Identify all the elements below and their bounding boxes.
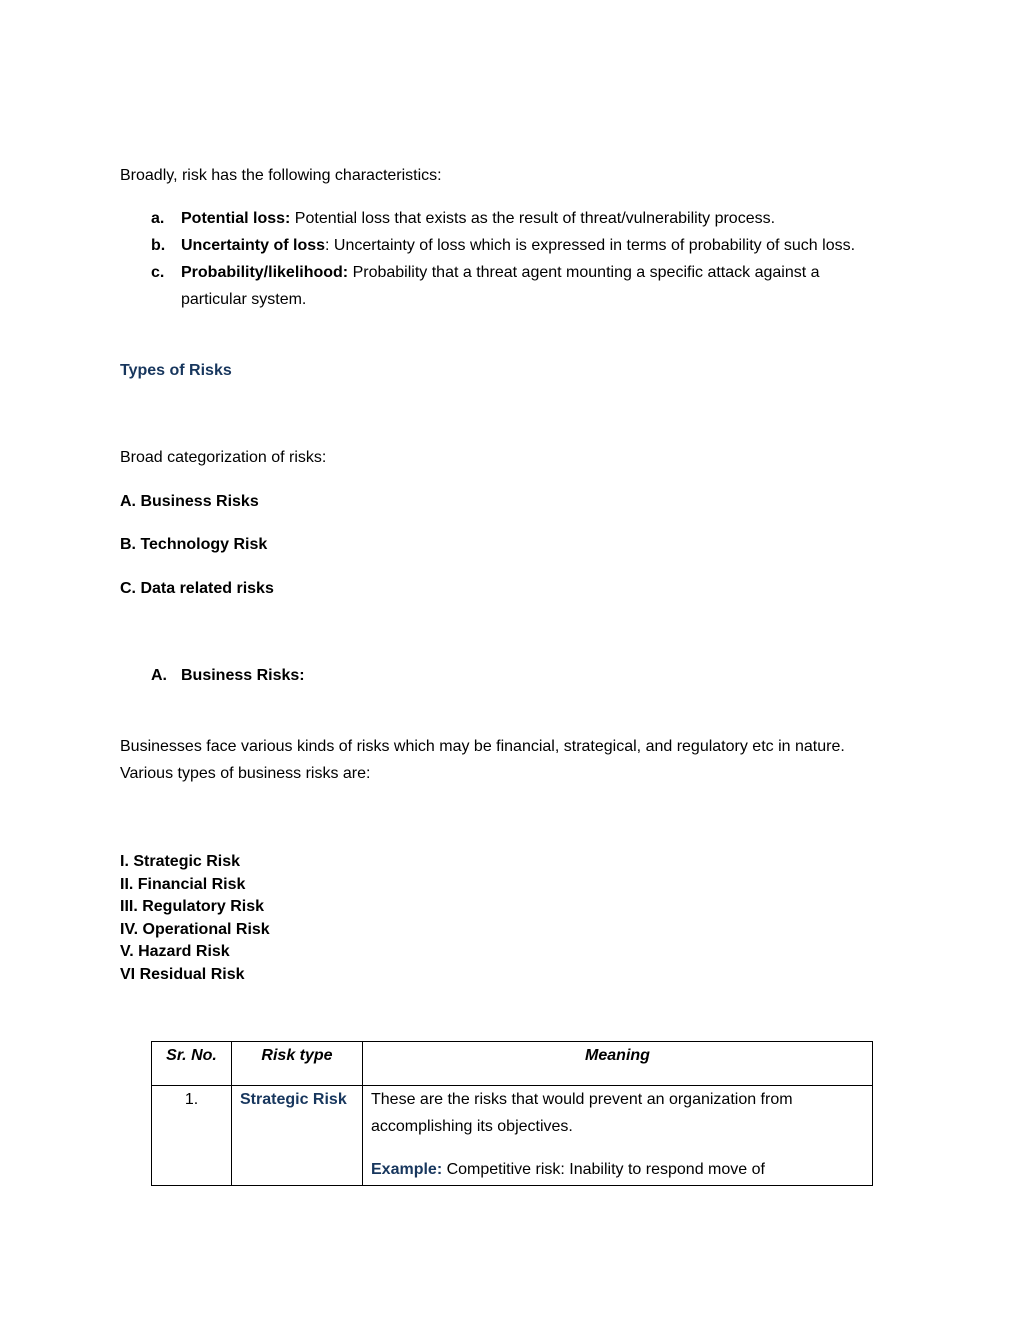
example-text: Competitive risk: Inability to respond move of xyxy=(442,1161,765,1178)
characteristic-text: Potential loss that exists as the result of threat/vulnerability process. xyxy=(290,210,776,227)
list-item: III. Regulatory Risk xyxy=(120,898,265,915)
table-row xyxy=(152,1086,873,1186)
list-item: IV. Operational Risk xyxy=(120,920,270,938)
category-technology: B. Technology Risk xyxy=(120,536,268,553)
cell-meaning xyxy=(363,1086,873,1186)
meaning-text: These are the risks that would prevent an organization from accomplishing its objectives. xyxy=(371,1091,793,1135)
business-risks-label: Business Risks: xyxy=(181,667,305,684)
category-business: A. Business Risks xyxy=(120,493,259,510)
characteristic-term: Uncertainty of loss xyxy=(181,237,326,254)
risk-type-label: Strategic Risk xyxy=(240,1091,347,1108)
table-header-row xyxy=(152,1042,873,1086)
risk-types-table xyxy=(151,1041,873,1186)
list-item: VI Residual Risk xyxy=(120,965,245,983)
list-item: II. Financial Risk xyxy=(120,875,246,893)
list-item: I. Strategic Risk xyxy=(120,853,241,870)
characteristic-text: particular system. xyxy=(181,291,307,308)
characteristic-term: Potential loss: xyxy=(181,210,291,227)
list-marker: b. xyxy=(151,237,166,254)
cell-risk-type xyxy=(232,1086,363,1186)
section-heading-types-of-risks: Types of Risks xyxy=(120,362,232,379)
header-meaning: Meaning xyxy=(363,1042,873,1086)
category-data: C. Data related risks xyxy=(120,580,274,597)
list-marker: c. xyxy=(151,264,165,281)
intro-text: Broadly, risk has the following characteristics: xyxy=(120,167,442,184)
list-item: V. Hazard Risk xyxy=(120,943,230,960)
broad-categorization-text: Broad categorization of risks: xyxy=(120,449,327,466)
cell-sr-no: 1. xyxy=(152,1086,232,1186)
header-risk-type: Risk type xyxy=(232,1042,363,1086)
characteristic-term: Probability/likelihood: xyxy=(181,264,349,281)
business-risk-types-list xyxy=(120,851,270,986)
example-label: Example: xyxy=(371,1161,443,1178)
characteristic-text: : Uncertainty of loss which is expressed in terms of probability of such loss. xyxy=(325,237,856,254)
list-marker: a. xyxy=(151,210,165,227)
header-sr-no: Sr. No. xyxy=(152,1042,232,1086)
example-line xyxy=(371,1156,864,1183)
characteristic-text: Probability that a threat agent mounting a specific attack against a xyxy=(348,264,820,281)
list-marker: A. xyxy=(151,667,167,684)
business-paragraph-line: Various types of business risks are: xyxy=(120,765,371,782)
business-paragraph-line: Businesses face various kinds of risks which may be financial, strategical, and regulatory etc in nature. xyxy=(120,738,845,755)
